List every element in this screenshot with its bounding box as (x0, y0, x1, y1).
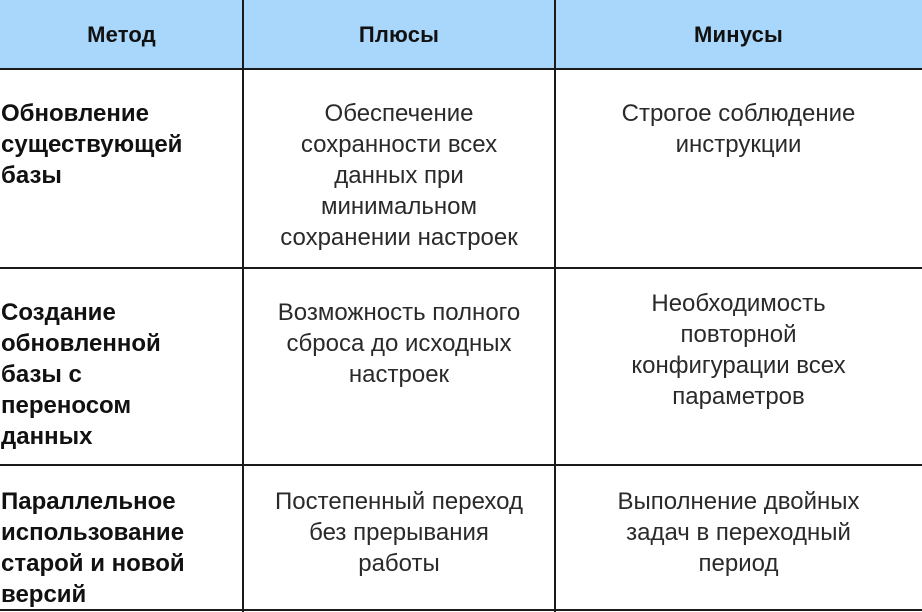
cons-cell: Выполнение двойных задач в переходный период (617, 488, 860, 577)
table-row (0, 70, 922, 268)
pros-cell: Обеспечение сохранности всех данных при минимальном сохранении настроек (280, 100, 518, 251)
header-cons: Минусы (693, 22, 784, 47)
column-divider (242, 0, 244, 612)
cons-cell: Строгое соблюдение инструкции (621, 100, 856, 158)
row-divider (0, 68, 922, 70)
header-pros: Плюсы (358, 22, 440, 47)
table-row (0, 268, 922, 465)
table-row (0, 465, 922, 612)
pros-cell: Постепенный переход без прерывания работы (275, 488, 523, 577)
cons-cell: Необходимость повторной конфигурации всех параметров (631, 290, 846, 410)
row-divider (0, 464, 922, 466)
row-divider (0, 609, 922, 611)
header-method: Метод (87, 22, 156, 47)
method-cell: Обновление существующей базы (1, 100, 183, 189)
pros-cell: Возможность полного сброса до исходных настроек (277, 299, 521, 388)
method-cell: Параллельное использование старой и новой версий (1, 488, 185, 608)
column-divider (554, 0, 556, 612)
table-header-row (0, 0, 922, 70)
row-divider (0, 267, 922, 269)
method-cell: Создание обновленной базы с переносом данных (1, 299, 161, 450)
